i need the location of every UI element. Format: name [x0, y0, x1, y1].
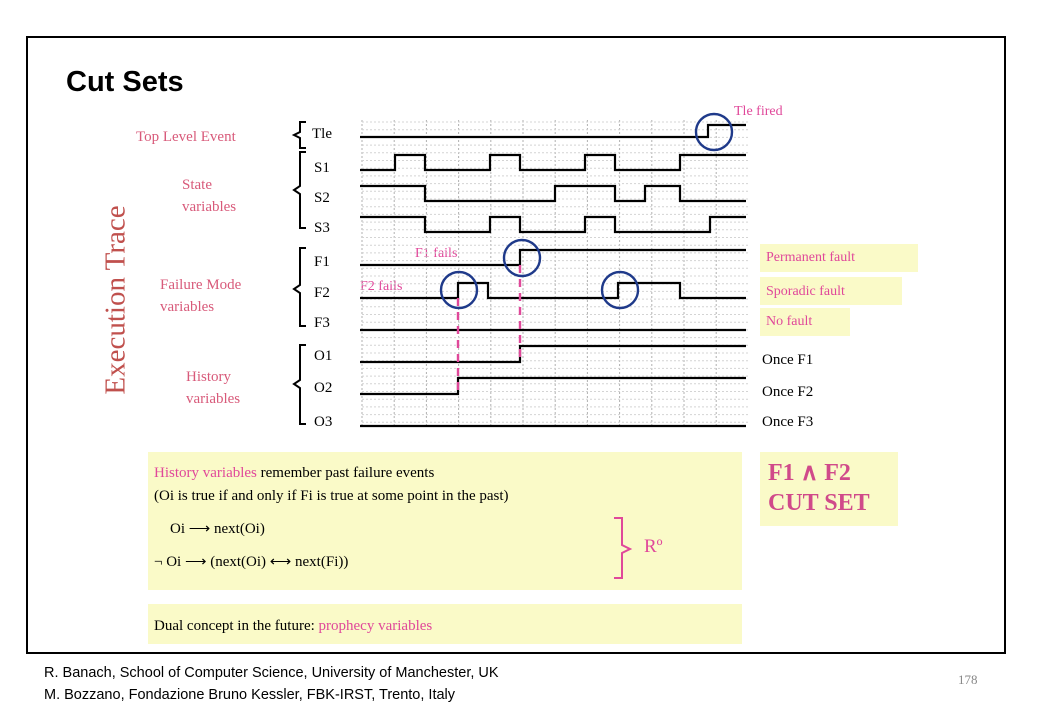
footer-line-1: R. Banach, School of Computer Science, University of Manchester, UK: [44, 665, 499, 681]
wave-s3: [360, 217, 746, 232]
history-note-rest: remember past failure events: [256, 465, 435, 481]
signal-label-f1: F1: [314, 254, 330, 270]
brace-failure: [294, 248, 306, 326]
signal-label-f2: F2: [314, 285, 330, 301]
signal-label-s2: S2: [314, 190, 330, 206]
once-f1-label: Once F1: [762, 352, 814, 368]
wave-tle: [360, 125, 746, 137]
sporadic-fault-label: Sporadic fault: [766, 284, 845, 299]
page-number: 178: [958, 672, 978, 687]
group-top-level-event: Top Level Event: [136, 129, 236, 145]
brace-r: [614, 518, 630, 578]
signal-label-f3: F3: [314, 315, 330, 331]
r-label: Rº: [644, 536, 663, 557]
wave-o1: [360, 346, 746, 362]
group-state-line2: variables: [182, 199, 237, 215]
brace-history: [294, 345, 306, 424]
cut-set-line2: CUT SET: [768, 490, 870, 516]
wave-s1: [360, 155, 746, 170]
signal-label-s1: S1: [314, 160, 330, 176]
dual-concept-highlight: prophecy variables: [318, 618, 433, 634]
wave-o2: [360, 378, 746, 394]
annotation-tle-fired: Tle fired: [734, 104, 783, 119]
group-history-line1: History: [186, 369, 231, 385]
slide-title: Cut Sets: [66, 66, 184, 98]
signal-label-o3: O3: [314, 414, 333, 430]
group-failure-line1: Failure Mode: [160, 277, 242, 293]
group-state-line1: State: [182, 177, 212, 193]
signal-label-o1: O1: [314, 348, 333, 364]
once-f2-label: Once F2: [762, 384, 814, 400]
formula-2: ¬ Oi ⟶ (next(Oi) ⟷ next(Fi)): [154, 554, 349, 570]
signal-label-tle: Tle: [312, 126, 332, 142]
annotation-f1-fails: F1 fails: [415, 246, 458, 261]
annotation-f2-fails: F2 fails: [360, 279, 403, 294]
brace-state: [294, 152, 306, 228]
wave-s2: [360, 186, 746, 201]
wave-f2: [360, 283, 746, 298]
execution-trace-label: Execution Trace: [99, 205, 132, 395]
group-history-line2: variables: [186, 391, 241, 407]
signal-label-s3: S3: [314, 220, 330, 236]
group-failure-line2: variables: [160, 299, 215, 315]
history-note-line2: (Oi is true if and only if Fi is true at some point in the past): [154, 488, 509, 504]
footer-line-2: M. Bozzano, Fondazione Bruno Kessler, FBK-IRST, Trento, Italy: [44, 687, 456, 703]
cut-set-line1: F1 ∧ F2: [768, 460, 851, 486]
brace-top: [294, 122, 306, 148]
wave-f1: [360, 250, 746, 265]
signal-label-o2: O2: [314, 380, 333, 396]
dual-concept-prefix: Dual concept in the future:: [154, 618, 319, 634]
waveforms: [360, 125, 746, 426]
history-note-highlight: History variables: [154, 465, 257, 481]
once-f3-label: Once F3: [762, 414, 814, 430]
permanent-fault-label: Permanent fault: [766, 250, 856, 265]
no-fault-label: No fault: [766, 314, 813, 329]
timing-grid: [362, 120, 748, 428]
formula-1: Oi ⟶ next(Oi): [170, 521, 265, 537]
